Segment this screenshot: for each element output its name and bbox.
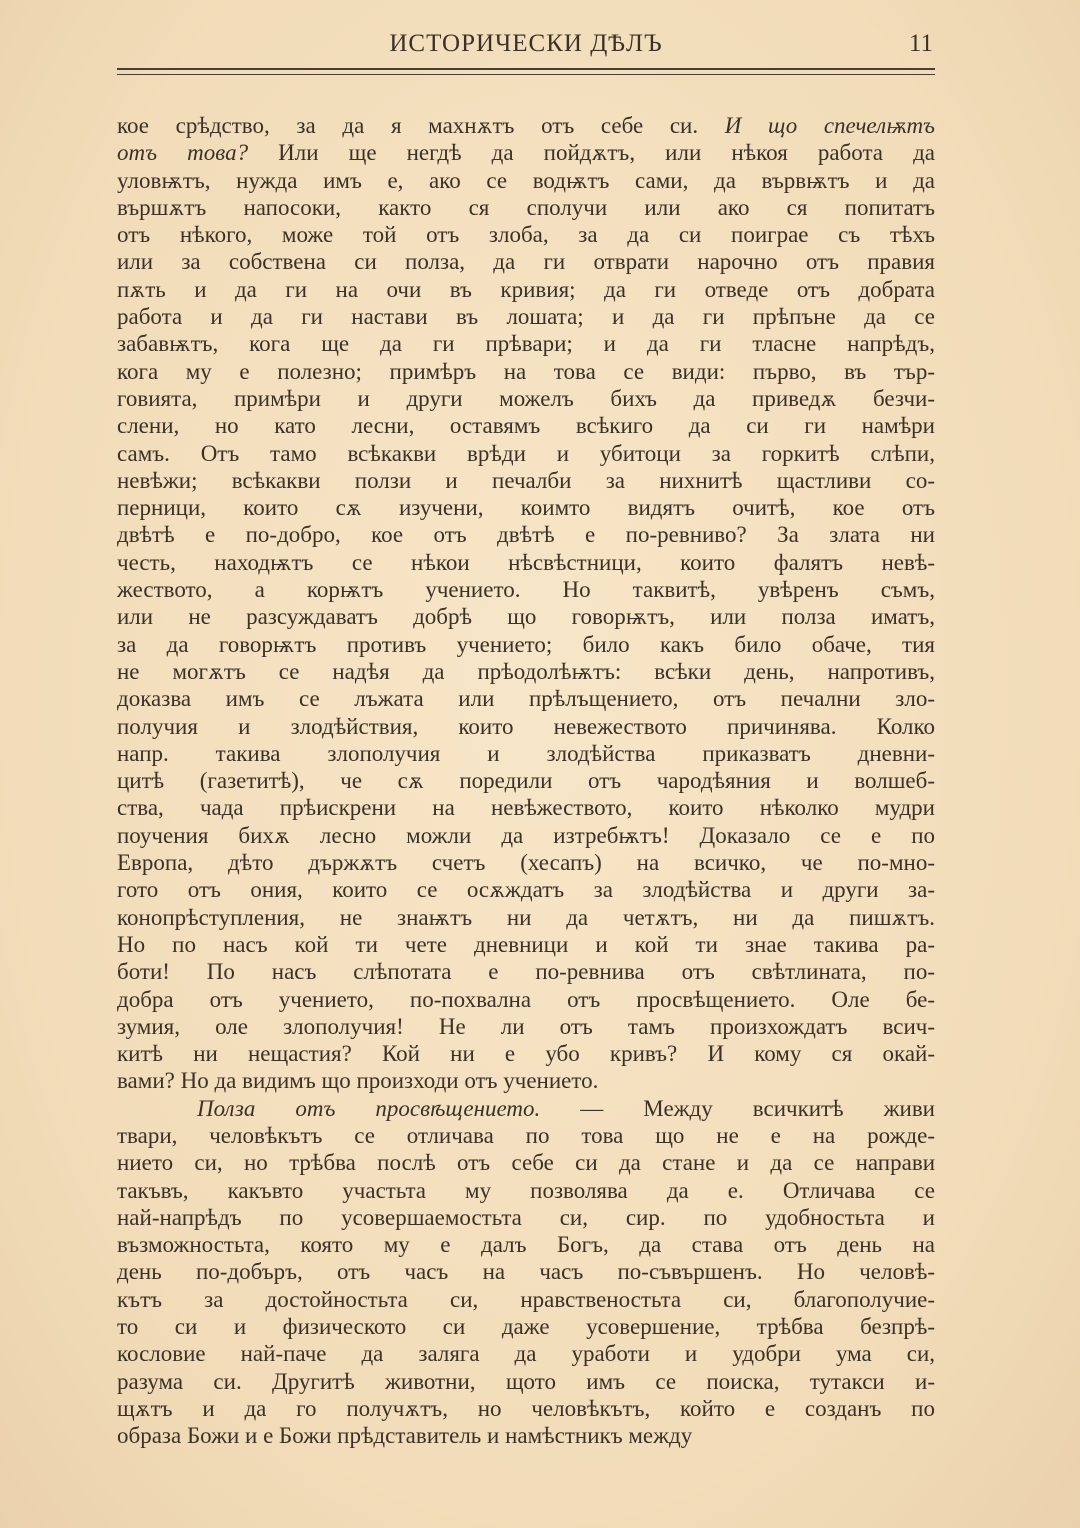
text-line: [117, 521, 935, 548]
text-segment: отъ нѣкого, може той отъ злоба, за да си поиграе съ тѣхъ: [117, 222, 935, 248]
text-segment: доказва имъ се лъжата или прѣлъщението, отъ печални зло-: [117, 686, 935, 712]
text-segment: твари, человѣкътъ се отличава по това що не е на рожде-: [117, 1122, 935, 1148]
text-line: [117, 385, 935, 412]
text-segment: уловѭтъ, нужда имъ е, ако се водѭтъ сами, да вървѭтъ и да: [117, 167, 935, 193]
text-line: [117, 1040, 935, 1067]
text-line: [117, 794, 935, 821]
text-line: [117, 276, 935, 303]
text-line: [117, 1204, 935, 1231]
text-segment: китѣ ни нещастия? Кой ни е убо кривъ? И кому ся окай-: [117, 1041, 935, 1067]
text-segment: гото отъ ония, които се осѫждатъ за злодѣйства и други за-: [117, 877, 935, 903]
text-segment: честь, находѭтъ се нѣкои нѣсвѣстници, които фалятъ невѣ-: [117, 549, 935, 575]
text-segment: Европа, дѣто държѫтъ счетъ (хесапъ) на всичко, че по-мно-: [117, 850, 935, 876]
text-line: [117, 1313, 935, 1340]
text-segment: не могѫтъ се надѣя да прѣодолѣѭтъ: всѣки день, напротивъ,: [117, 658, 935, 684]
text-line: [117, 1422, 935, 1449]
text-segment: перници, които сѫ изучени, коимто видятъ очитѣ, кое отъ: [117, 495, 935, 521]
section-title: ИСТОРИЧЕСКИ ДѢЛЪ: [389, 30, 663, 57]
italic-text: И що спечелѭтъ: [724, 113, 935, 138]
body-text: [117, 112, 935, 1450]
text-line: [117, 658, 935, 685]
text-segment: образа Божи и е Божи прѣдставитель и намѣстникъ между: [117, 1423, 693, 1449]
text-segment: възможностьта, която му е далъ Богъ, да става отъ день на: [117, 1232, 935, 1258]
text-line: [117, 1368, 935, 1395]
text-line: [117, 1122, 935, 1149]
header-rule-thin: [117, 74, 935, 75]
text-line: [117, 1013, 935, 1040]
text-segment: вами? Но да видимъ що произходи отъ учението.: [117, 1068, 599, 1094]
text-line: [117, 467, 935, 494]
text-line: [117, 713, 935, 740]
page-number: 11: [908, 30, 933, 57]
text-line: [117, 358, 935, 385]
text-line: [117, 1286, 935, 1313]
text-segment: поучения бихѫ лесно можли да изтребѭтъ! Доказало се е по: [117, 822, 935, 848]
text-line: [117, 958, 935, 985]
text-segment: ства, чада прѣискрени на невѣжеството, които нѣколко мудри: [117, 795, 935, 821]
text-segment: забавѭтъ, кога ще да ги прѣвари; и да ги тласне напрѣдъ,: [117, 331, 935, 357]
text-segment: самъ. Отъ тамо всѣкакви врѣди и убитоци за горкитѣ слѣпи,: [117, 440, 935, 466]
text-segment: Но по насъ кой ти чете дневници и кой ти знае такива ра-: [117, 931, 935, 957]
text-line: [117, 167, 935, 194]
text-line: [117, 685, 935, 712]
italic-text: отъ това?: [117, 140, 249, 166]
text-segment: или не разсуждаватъ добрѣ що говорѭтъ, или полза иматъ,: [117, 604, 935, 630]
text-segment: кое срѣдство, за да я махнѫтъ отъ себе си.: [117, 113, 725, 138]
text-line: [117, 603, 935, 630]
text-segment: двѣтѣ е по-добро, кое отъ двѣтѣ е по-ревниво? За злата ни: [117, 522, 935, 548]
text-line: [117, 849, 935, 876]
text-line: [117, 248, 935, 275]
text-segment: разума си. Другитѣ животни, щото имъ се поиска, тутакси и-: [117, 1368, 935, 1394]
text-segment: нието си, но трѣбва послѣ отъ себе си да стане и да се направи: [117, 1150, 935, 1176]
text-segment: за да говорѭтъ противъ учението; било какъ било обаче, тия: [117, 631, 935, 657]
text-segment: или за собствена си полза, да ги отврати нарочно отъ правия: [117, 249, 935, 275]
text-segment: боти! По насъ слѣпотата е по-ревнива отъ свѣтлината, по-: [117, 959, 935, 985]
text-line: [117, 139, 935, 166]
italic-text: Полза отъ просвѣщението.: [197, 1095, 541, 1121]
running-header: [117, 28, 935, 64]
text-segment: невѣжи; всѣкакви ползи и печалби за нихнитѣ щастливи со-: [117, 467, 935, 493]
text-segment: кътъ за достойностьта си, нравственостьта си, благополучие-: [117, 1286, 935, 1312]
text-line: [117, 1149, 935, 1176]
text-segment: зумия, оле злополучия! Не ли отъ тамъ произхождатъ всич-: [117, 1013, 935, 1039]
header-rule: [117, 68, 935, 70]
text-line: [117, 221, 935, 248]
text-line: [117, 631, 935, 658]
text-segment: говията, примѣри и други можелъ бихъ да приведѫ безчи-: [117, 385, 935, 411]
text-line: [117, 1095, 935, 1122]
text-segment: щѫтъ и да го получѫтъ, но человѣкътъ, който е созданъ по: [117, 1395, 935, 1421]
text-line: [117, 440, 935, 467]
text-line: [117, 767, 935, 794]
text-segment: жеството, а корѭтъ учението. Но таквитѣ, увѣренъ съмъ,: [117, 577, 935, 603]
text-segment: вършѫтъ напосоки, както ся сполучи или ако ся попитатъ: [117, 194, 935, 220]
text-segment: пѫть и да ги на очи въ кривия; да ги отведе отъ добрата: [117, 276, 935, 302]
text-line: [117, 822, 935, 849]
text-line: [117, 494, 935, 521]
text-segment: конопрѣступления, не знаѭтъ ни да четѫтъ, ни да пишѫтъ.: [117, 904, 935, 930]
text-segment: Или ще негдѣ да пойдѫтъ, или нѣкоя работа да: [248, 140, 935, 166]
text-line: [117, 194, 935, 221]
text-segment: — Между всичкитѣ живи: [540, 1095, 935, 1121]
text-segment: слени, но като лесни, оставямъ всѣкиго да си ги намѣри: [117, 413, 935, 439]
text-segment: день по-добъръ, отъ часъ на часъ по-съвършенъ. Но человѣ-: [117, 1259, 935, 1285]
text-line: [117, 1177, 935, 1204]
text-line: [117, 412, 935, 439]
text-line: [117, 1340, 935, 1367]
text-line: [117, 904, 935, 931]
text-segment: най-напрѣдъ по усовершаемостьта си, сир. по удобностьта и: [117, 1204, 935, 1230]
text-line: [117, 576, 935, 603]
text-line: [117, 549, 935, 576]
text-segment: добра отъ учението, по-похвална отъ просвѣщението. Оле бе-: [117, 986, 935, 1012]
text-segment: кога му е полезно; примѣръ на това се види: първо, въ тър-: [117, 358, 935, 384]
text-segment: напр. такива злополучия и злодѣйства приказватъ дневни-: [117, 740, 935, 766]
text-line: [117, 1067, 935, 1094]
text-segment: то си и физическото си даже усовершение, трѣбва безпрѣ-: [117, 1314, 935, 1340]
text-segment: работа и да ги настави въ лошата; и да ги прѣпъне да се: [117, 304, 935, 330]
text-segment: такъвъ, какъвто участьта му позволява да е. Отличава се: [117, 1177, 935, 1203]
text-line: [117, 931, 935, 958]
text-line: [117, 740, 935, 767]
text-segment: кословие най-паче да залягa да уработи и удобри ума си,: [117, 1341, 935, 1367]
text-line: [117, 1395, 935, 1422]
text-segment: цитѣ (газетитѣ), че сѫ поредили отъ чародѣяния и волшеб-: [117, 768, 935, 794]
text-line: [117, 876, 935, 903]
text-segment: получия и злодѣйствия, които невежеството причинява. Колко: [117, 713, 935, 739]
text-line: [117, 303, 935, 330]
text-line: [117, 986, 935, 1013]
text-line: [117, 112, 935, 139]
text-line: [117, 330, 935, 357]
text-line: [117, 1231, 935, 1258]
text-line: [117, 1258, 935, 1285]
